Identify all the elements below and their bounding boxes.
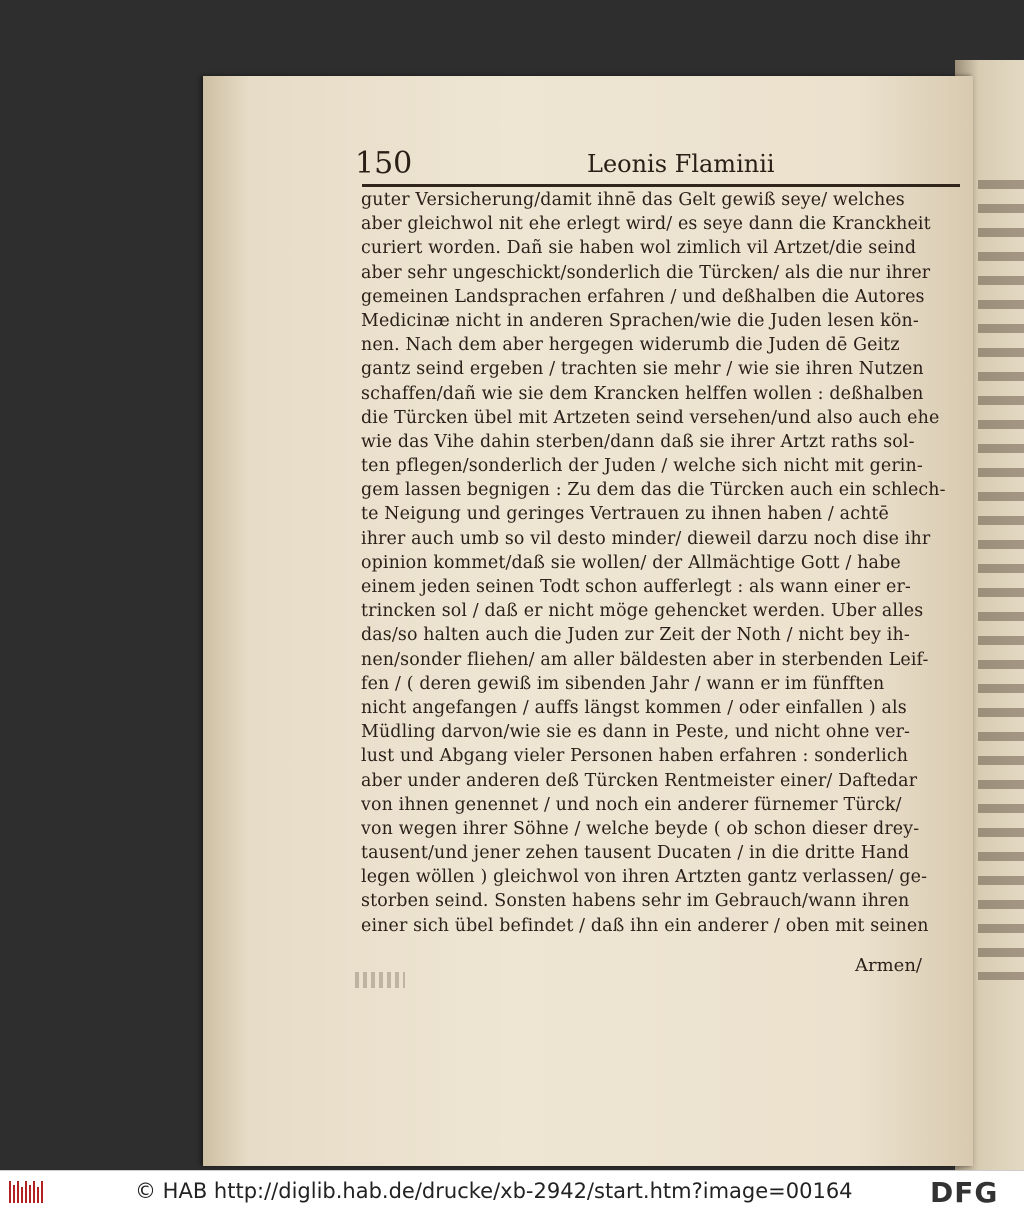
- text-line: Medicinæ nicht in anderen Sprachen/wie die Juden lesen kön-: [361, 310, 919, 331]
- catchword: Armen/: [855, 955, 922, 976]
- text-line: aber gleichwol nit ehe erlegt wird/ es seye dann die Kranckheit: [361, 214, 931, 235]
- hab-logo-icon: [8, 1179, 46, 1205]
- text-line: von ihnen genennet / und noch ein anderer fürnemer Türck/: [361, 794, 902, 815]
- text-line: gemeinen Landsprachen erfahren / und deßhalben die Autores: [361, 286, 925, 307]
- body-text: [361, 188, 961, 938]
- text-line: aber sehr ungeschickt/sonderlich die Türcken/ als die nur ihrer: [361, 262, 931, 283]
- text-line: wie das Vihe dahin sterben/dann daß sie ihrer Artzt raths sol-: [361, 431, 915, 452]
- text-line: opinion kommet/daß sie wollen/ der Allmächtige Gott / habe: [361, 552, 901, 573]
- text-line: te Neigung und geringes Vertrauen zu ihnen haben / achtē: [361, 504, 889, 525]
- text-line: nicht angefangen / auffs längst kommen / oder einfallen ) als: [361, 697, 907, 718]
- text-line: trincken sol / daß er nicht möge gehencket werden. Uber alles: [361, 601, 924, 622]
- text-line: nen. Nach dem aber hergegen widerumb die Juden dē Geitz: [361, 335, 900, 356]
- text-line: gem lassen begnigen : Zu dem das die Türcken auch ein schlech-: [361, 480, 946, 501]
- text-line: legen wöllen ) gleichwol von ihren Artzten gantz verlassen/ ge-: [361, 867, 928, 888]
- text-line: schaffen/dañ wie sie dem Krancken helffen wollen : deßhalben: [361, 383, 924, 404]
- text-line: nen/sonder fliehen/ am aller bäldesten aber in sterbenden Leif-: [361, 649, 929, 670]
- dfg-logo: DFG: [930, 1176, 999, 1209]
- text-line: curiert worden. Dañ sie haben wol zimlich vil Artzet/die seind: [361, 238, 917, 259]
- text-line: von wegen ihrer Söhne / welche beyde ( ob schon dieser drey-: [361, 818, 920, 839]
- text-line: aber under anderen deß Türcken Rentmeister einer/ Daftedar: [361, 770, 918, 791]
- facing-page-text-bleed: [978, 180, 1024, 980]
- page-header: [355, 142, 960, 182]
- text-line: storben seind. Sonsten habens sehr im Gebrauch/wann ihren: [361, 891, 910, 912]
- text-line: die Türcken übel mit Artzeten seind versehen/und also auch ehe: [361, 407, 940, 428]
- header-rule: [362, 184, 960, 187]
- text-line: guter Versicherung/damit ihnē das Gelt gewiß seye/ welches: [361, 190, 905, 210]
- show-through-mark: [355, 972, 405, 988]
- text-line: das/so halten auch die Juden zur Zeit der Noth / nicht bey ih-: [361, 625, 910, 646]
- running-head: Leonis Flaminii: [587, 150, 775, 178]
- text-line: ten pflegen/sonderlich der Juden / welche sich nicht mit gerin-: [361, 456, 923, 477]
- text-line: ihrer auch umb so vil desto minder/ dieweil darzu noch dise ihr: [361, 528, 931, 549]
- attribution-link[interactable]: © HAB http://diglib.hab.de/drucke/xb-2942/start.htm?image=00164: [135, 1179, 853, 1203]
- text-line: gantz seind ergeben / trachten sie mehr / wie sie ihren Nutzen: [361, 359, 924, 380]
- text-line: lust und Abgang vieler Personen haben erfahren : sonderlich: [361, 746, 909, 767]
- text-line: einem jeden seinen Todt schon aufferlegt : als wann einer er-: [361, 577, 911, 597]
- text-line: fen / ( deren gewiß im sibenden Jahr / wann er im fünfften: [361, 673, 885, 694]
- footer-bar: [0, 1170, 1024, 1213]
- text-line: einer sich übel befindet / daß ihn ein anderer / oben mit seinen: [361, 915, 929, 936]
- text-line: tausent/und jener zehen tausent Ducaten / in die dritte Hand: [361, 843, 910, 864]
- page-number: 150: [355, 146, 413, 181]
- text-line: Müdling darvon/wie sie es dann in Peste, und nicht ohne ver-: [361, 722, 911, 743]
